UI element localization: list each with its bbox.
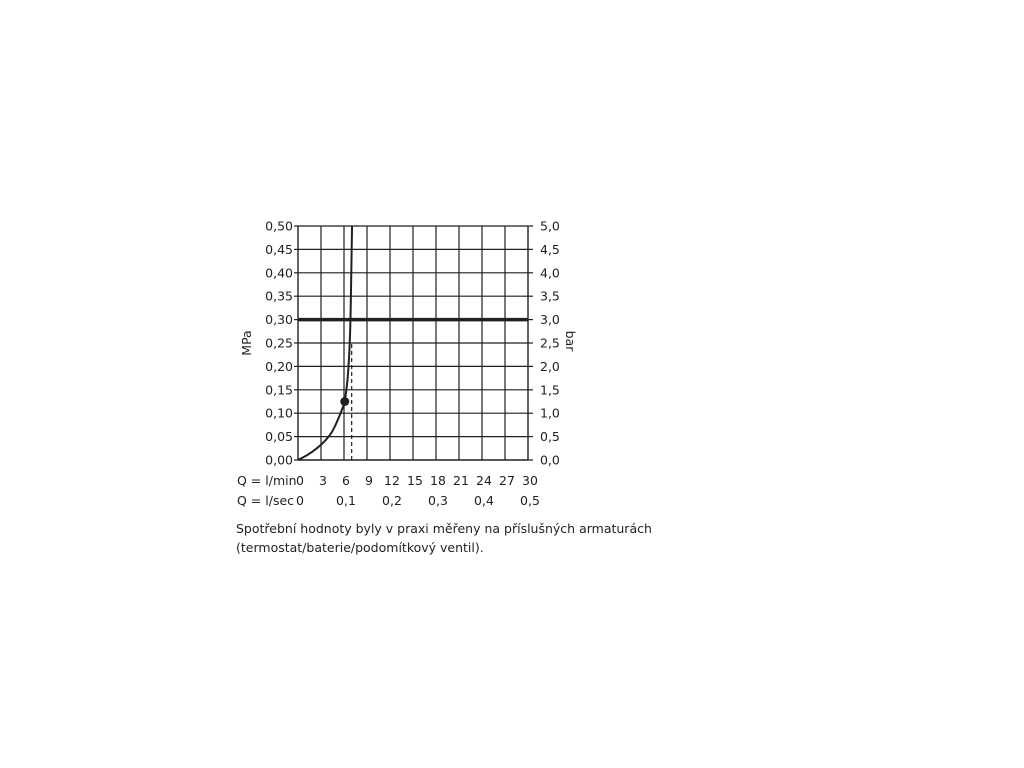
left-tick-label: 0,50 (265, 218, 293, 234)
x-lmin-tick-label: 12 (384, 473, 400, 488)
x-lmin-tick-label: 30 (522, 473, 538, 488)
right-tick-label: 1,0 (540, 405, 560, 421)
right-tick-label: 1,5 (540, 382, 560, 398)
x-lmin-tick-labels (296, 473, 538, 488)
x-lmin-tick-label: 18 (430, 473, 446, 488)
x-lsec-tick-label: 0,4 (474, 493, 494, 508)
left-tick-label: 0,25 (265, 335, 293, 351)
left-tick-label: 0,30 (265, 312, 293, 328)
x-lmin-tick-label: 3 (319, 473, 327, 488)
x-lmin-tick-label: 6 (342, 473, 350, 488)
right-tick-label: 3,0 (540, 312, 560, 328)
right-tick-label: 5,0 (540, 218, 560, 234)
chart-grid (298, 226, 528, 460)
x-lmin-tick-label: 21 (453, 473, 469, 488)
chart-caption: Spotřební hodnoty byly v praxi měřeny na příslušných armaturách (termostat/baterie/podomítkový ventil). (236, 521, 652, 555)
x-lsec-tick-label: 0,5 (520, 493, 540, 508)
y-left-axis-label: MPa (239, 330, 254, 356)
x-lsec-tick-label: 0,3 (428, 493, 448, 508)
y-right-axis-label: bar (563, 330, 578, 352)
right-tick-label: 2,0 (540, 358, 560, 374)
x-lmin-axis-label: Q = l/min (237, 473, 297, 488)
x-lmin-tick-label: 9 (365, 473, 373, 488)
x-lmin-tick-label: 24 (476, 473, 492, 488)
x-lsec-tick-label: 0,2 (382, 493, 402, 508)
left-tick-label: 0,05 (265, 429, 293, 445)
right-tick-label: 3,5 (540, 288, 560, 304)
right-tick-label: 2,5 (540, 335, 560, 351)
x-lsec-tick-labels (296, 493, 540, 508)
x-lsec-tick-label: 0,1 (336, 493, 356, 508)
right-tick-labels (528, 219, 560, 468)
left-tick-label: 0,10 (265, 405, 293, 421)
x-lmin-tick-label: 0 (296, 473, 304, 488)
operating-point-marker (340, 397, 349, 406)
x-lmin-tick-label: 15 (407, 473, 423, 488)
x-lsec-axis-label: Q = l/sec (237, 493, 295, 508)
x-lsec-tick-label: 0 (296, 493, 304, 508)
left-tick-label: 0,45 (265, 241, 293, 257)
left-tick-label: 0,15 (265, 382, 293, 398)
right-tick-label: 0,5 (540, 429, 560, 445)
left-tick-label: 0,40 (265, 265, 293, 281)
right-tick-label: 4,0 (540, 265, 560, 281)
left-tick-labels (265, 219, 298, 468)
right-tick-label: 0,0 (540, 452, 560, 468)
left-tick-label: 0,20 (265, 358, 293, 374)
x-lmin-tick-label: 27 (499, 473, 515, 488)
left-tick-label: 0,00 (265, 452, 293, 468)
left-tick-label: 0,35 (265, 288, 293, 304)
right-tick-label: 4,5 (540, 241, 560, 257)
